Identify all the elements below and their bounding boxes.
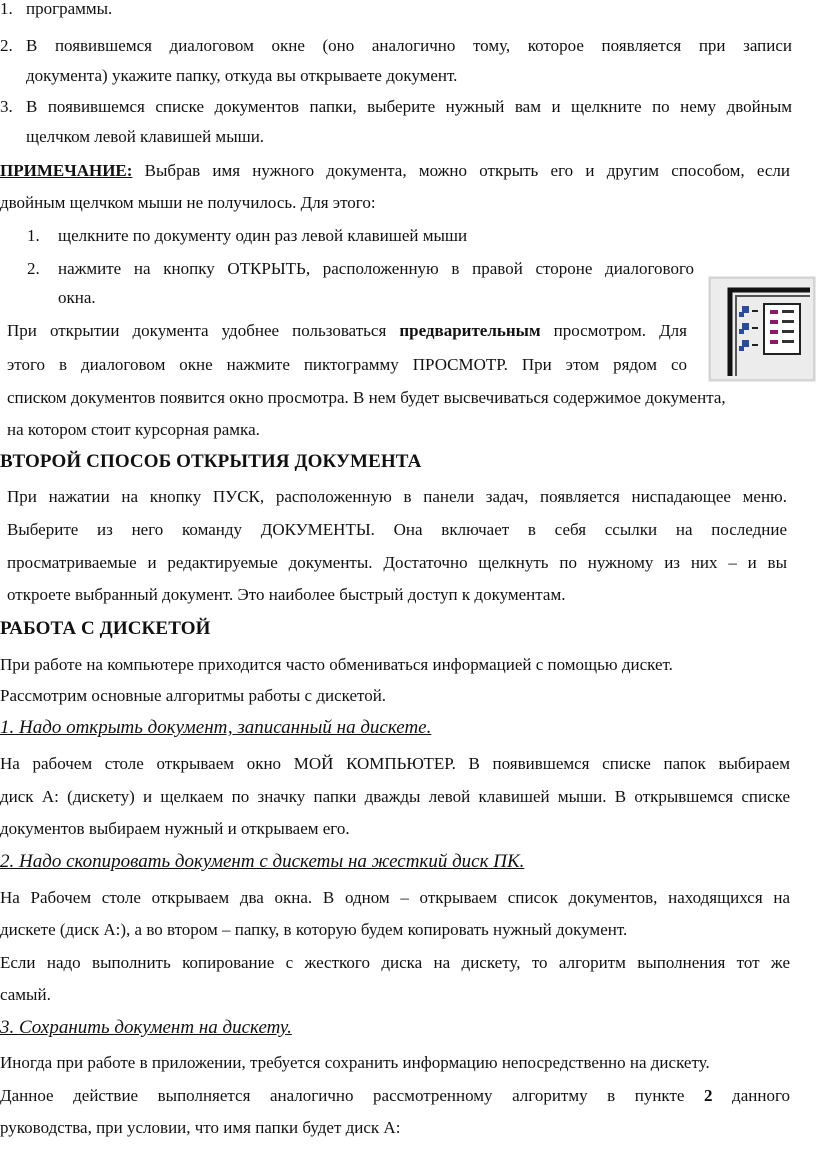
list-item-text: документа) укажите папку, откуда вы открываете документ. — [26, 66, 458, 85]
paragraph-line: При работе на компьютере приходится часто обмениваться информацией с помощью дискет. — [0, 655, 673, 674]
paragraph-line: документов выбираем нужный и открываем его. — [0, 819, 350, 838]
preview-line: на котором стоит курсорная рамка. — [7, 420, 260, 439]
preview-line: списком документов появится окно просмотра. В нем будет высвечиваться содержимое документа, — [7, 388, 726, 407]
list-number: 3. — [0, 97, 13, 116]
list-item-text: щелчком левой клавишей мыши. — [26, 127, 265, 146]
paragraph-line: диск А: (дискету) и щелкаем по значку папки дважды левой клавишей мыши. В открывшемся списке — [0, 787, 790, 806]
preview-line: этого в диалоговом окне нажмите пиктограмму ПРОСМОТР. При этом рядом со — [7, 355, 687, 374]
list-item-text: нажмите на кнопку ОТКРЫТЬ, расположенную в правой стороне диалогового — [58, 259, 694, 278]
paragraph-line: откроете выбранный документ. Это наиболее быстрый доступ к документам. — [7, 585, 566, 604]
bold-number: 2 — [704, 1086, 713, 1105]
paragraph-line: На Рабочем столе открываем два окна. В одном – открываем список документов, находящихся на — [0, 888, 790, 907]
subsection-title: 3. Сохранить документ на дискету. — [0, 1017, 292, 1038]
list-item-text: программы. — [26, 0, 113, 18]
list-number: 1. — [27, 226, 40, 245]
paragraph-line: Иногда при работе в приложении, требуется сохранить информацию непосредственно на дискету. — [0, 1053, 710, 1072]
preview-icon — [708, 276, 816, 382]
paragraph-line: При нажатии на кнопку ПУСК, расположенную в панели задач, появляется ниспадающее меню. — [7, 487, 787, 506]
paragraph-line: Данное действие выполняется аналогично рассмотренному алгоритму в пункте 2 данного — [0, 1086, 790, 1105]
list-number: 2. — [0, 36, 13, 55]
list-item-text: окна. — [58, 288, 96, 307]
subsection-title: 1. Надо открыть документ, записанный на дискете. — [0, 717, 432, 738]
paragraph-line: просматриваемые и редактируемые документы. Достаточно щелкнуть по нужному из них – и вы — [7, 553, 787, 572]
list-item-text: В появившемся списке документов папки, выберите нужный вам и щелкните по нему двойным — [26, 97, 792, 116]
list-item-text: щелкните по документу один раз левой клавишей мыши — [58, 226, 468, 245]
note-label: ПРИМЕЧАНИЕ: — [0, 161, 133, 180]
subsection-title: 2. Надо скопировать документ с дискеты на жесткий диск ПК. — [0, 851, 525, 872]
paragraph-line: Если надо выполнить копирование с жесткого диска на дискету, то алгоритм выполнения тот же — [0, 953, 790, 972]
paragraph-line: На рабочем столе открываем окно МОЙ КОМПЬЮТЕР. В появившемся списке папок выбираем — [0, 754, 790, 773]
bold-term: предварительным — [399, 321, 541, 340]
list-item-text: В появившемся диалоговом окне (оно аналогично тому, которое появляется при записи — [26, 36, 792, 55]
section-heading: РАБОТА С ДИСКЕТОЙ — [0, 618, 211, 639]
note-line — [0, 159, 790, 183]
note-line: двойным щелчком мыши не получилось. Для этого: — [0, 193, 376, 212]
list-number: 2. — [27, 259, 40, 278]
paragraph-line: Выберите из него команду ДОКУМЕНТЫ. Она включает в себя ссылки на последние — [7, 520, 787, 539]
list-number: 1. — [0, 0, 13, 18]
section-heading: ВТОРОЙ СПОСОБ ОТКРЫТИЯ ДОКУМЕНТА — [0, 451, 422, 472]
paragraph-line: руководства, при условии, что имя папки будет диск А: — [0, 1118, 401, 1137]
preview-line: При открытии документа удобнее пользоваться предварительным просмотром. Для — [7, 321, 687, 340]
paragraph-line: Рассмотрим основные алгоритмы работы с дискетой. — [0, 686, 387, 705]
paragraph-line: самый. — [0, 985, 51, 1004]
note-text: Выбрав имя нужного документа, можно открыть его и другим способом, если — [132, 161, 790, 180]
paragraph-line: дискете (диск А:), а во втором – папку, в которую будем копировать нужный документ. — [0, 920, 628, 939]
